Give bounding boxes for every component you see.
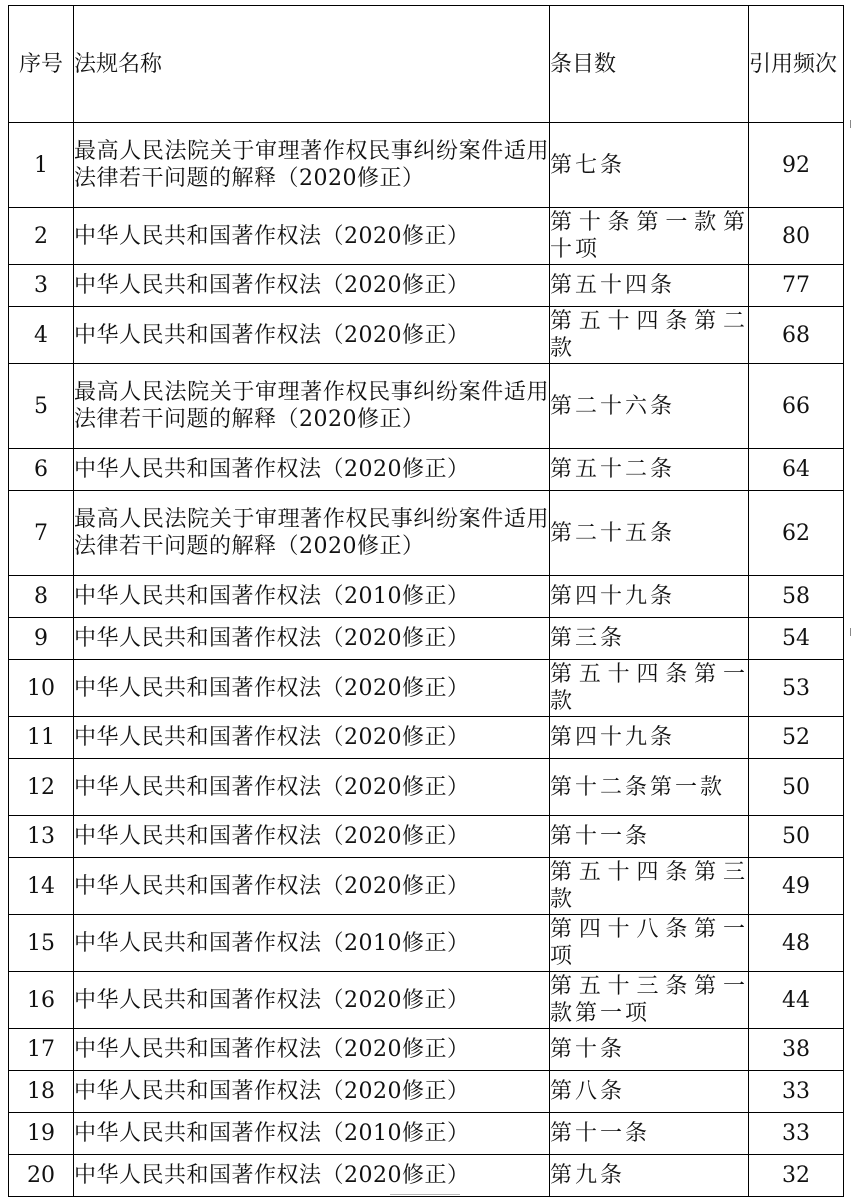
table-row [9,618,844,660]
table-row [9,972,844,1029]
row-article: 第七条 [550,123,749,208]
row-frequency: 58 [749,576,844,618]
row-frequency: 44 [749,972,844,1029]
row-law-name: 中华人民共和国著作权法（2020修正） [74,816,550,858]
header-law-name: 法规名称 [74,6,550,123]
row-index: 8 [9,576,74,618]
row-frequency: 48 [749,915,844,972]
row-law-name: 中华人民共和国著作权法（2020修正） [74,307,550,364]
row-article: 第十条第一款第十项 [550,208,749,265]
row-law-name: 中华人民共和国著作权法（2020修正） [74,208,550,265]
row-law-name: 中华人民共和国著作权法（2020修正） [74,858,550,915]
row-frequency: 50 [749,759,844,816]
row-index: 1 [9,123,74,208]
table-row [9,660,844,717]
row-article: 第五十二条 [550,449,749,491]
table-row [9,265,844,307]
row-article: 第十二条第一款 [550,759,749,816]
row-law-name: 中华人民共和国著作权法（2020修正） [74,1029,550,1071]
row-article: 第二十五条 [550,491,749,576]
row-frequency: 33 [749,1071,844,1113]
table-row [9,1113,844,1155]
row-frequency: 68 [749,307,844,364]
row-article: 第十一条 [550,1113,749,1155]
row-frequency: 33 [749,1113,844,1155]
row-article: 第五十四条第二款 [550,307,749,364]
table-row [9,717,844,759]
table-body [9,123,844,1197]
table-row [9,1071,844,1113]
law-citation-table [8,5,844,1197]
table-row [9,491,844,576]
row-frequency: 52 [749,717,844,759]
table-row [9,816,844,858]
row-law-name: 中华人民共和国著作权法（2020修正） [74,265,550,307]
row-index: 9 [9,618,74,660]
row-article: 第四十九条 [550,576,749,618]
row-law-name: 中华人民共和国著作权法（2020修正） [74,449,550,491]
row-frequency: 92 [749,123,844,208]
row-index: 19 [9,1113,74,1155]
row-article: 第五十四条 [550,265,749,307]
header-article: 条目数 [550,6,749,123]
row-frequency: 54 [749,618,844,660]
row-law-name: 中华人民共和国著作权法（2010修正） [74,1113,550,1155]
page-footer-mark [390,1194,460,1195]
header-index: 序号 [9,6,74,123]
table-row [9,123,844,208]
row-law-name: 中华人民共和国著作权法（2020修正） [74,972,550,1029]
row-index: 11 [9,717,74,759]
row-frequency: 62 [749,491,844,576]
row-index: 3 [9,265,74,307]
row-index: 13 [9,816,74,858]
row-law-name: 最高人民法院关于审理著作权民事纠纷案件适用法律若干问题的解释（2020修正） [74,123,550,208]
row-article: 第十一条 [550,816,749,858]
row-frequency: 49 [749,858,844,915]
row-frequency: 80 [749,208,844,265]
table-row [9,759,844,816]
table-row [9,1029,844,1071]
table-row [9,307,844,364]
row-frequency: 32 [749,1155,844,1197]
row-law-name: 中华人民共和国著作权法（2020修正） [74,1155,550,1197]
row-index: 2 [9,208,74,265]
row-law-name: 中华人民共和国著作权法（2020修正） [74,618,550,660]
table-row [9,208,844,265]
row-law-name: 中华人民共和国著作权法（2010修正） [74,915,550,972]
row-article: 第五十三条第一款第一项 [550,972,749,1029]
row-law-name: 最高人民法院关于审理著作权民事纠纷案件适用法律若干问题的解释（2020修正） [74,364,550,449]
row-law-name: 中华人民共和国著作权法（2020修正） [74,759,550,816]
row-law-name: 中华人民共和国著作权法（2020修正） [74,717,550,759]
row-article: 第五十四条第三款 [550,858,749,915]
table-row [9,364,844,449]
row-law-name: 中华人民共和国著作权法（2020修正） [74,1071,550,1113]
row-frequency: 53 [749,660,844,717]
table-row [9,858,844,915]
row-frequency: 38 [749,1029,844,1071]
header-frequency: 引用频次 [749,6,844,123]
row-index: 17 [9,1029,74,1071]
row-article: 第十条 [550,1029,749,1071]
row-article: 第九条 [550,1155,749,1197]
row-index: 16 [9,972,74,1029]
row-index: 6 [9,449,74,491]
row-index: 5 [9,364,74,449]
row-index: 14 [9,858,74,915]
row-frequency: 50 [749,816,844,858]
row-frequency: 66 [749,364,844,449]
row-article: 第五十四条第一款 [550,660,749,717]
row-article: 第二十六条 [550,364,749,449]
margin-tick [850,120,851,128]
row-law-name: 最高人民法院关于审理著作权民事纠纷案件适用法律若干问题的解释（2020修正） [74,491,550,576]
row-index: 12 [9,759,74,816]
table-row [9,576,844,618]
row-index: 15 [9,915,74,972]
row-frequency: 64 [749,449,844,491]
row-index: 7 [9,491,74,576]
table-row [9,915,844,972]
row-article: 第四十八条第一项 [550,915,749,972]
header-row [9,6,844,123]
row-frequency: 77 [749,265,844,307]
row-index: 20 [9,1155,74,1197]
row-index: 4 [9,307,74,364]
row-article: 第四十九条 [550,717,749,759]
row-article: 第八条 [550,1071,749,1113]
row-law-name: 中华人民共和国著作权法（2020修正） [74,660,550,717]
margin-tick [850,628,851,636]
row-index: 10 [9,660,74,717]
table-row [9,449,844,491]
row-article: 第三条 [550,618,749,660]
table-row [9,1155,844,1197]
row-law-name: 中华人民共和国著作权法（2010修正） [74,576,550,618]
row-index: 18 [9,1071,74,1113]
